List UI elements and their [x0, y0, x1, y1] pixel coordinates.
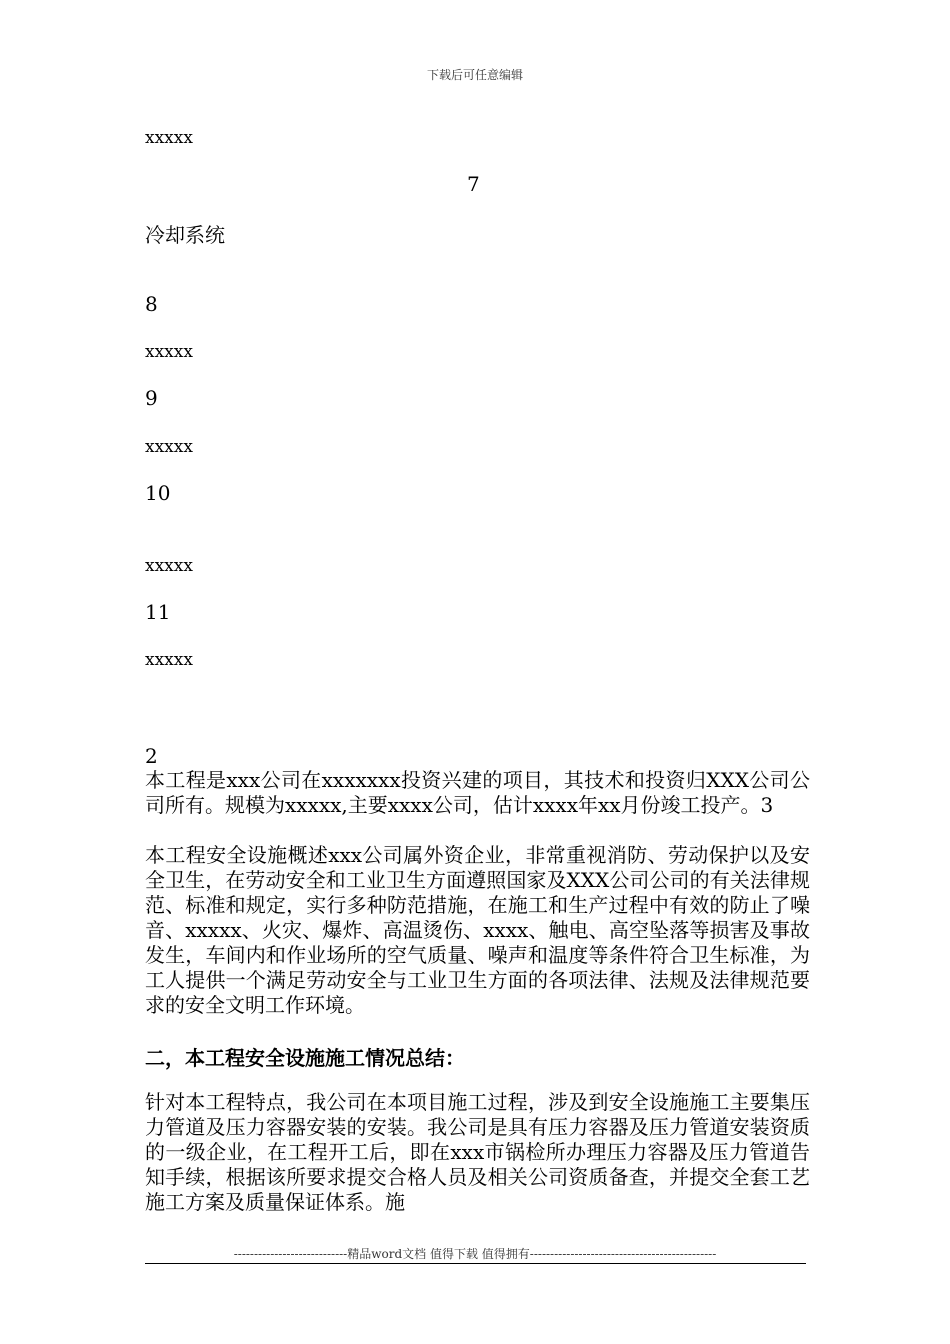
project-overview-paragraph: 本工程是xxx公司在xxxxxxx投资兴建的项目，其技术和投资归XXX公司公司所有。规模为xxxxx,主要xxxx公司，估计xxxx年xx月份竣工投产。3	[145, 768, 810, 817]
table-cell-text: xxxxx	[145, 128, 193, 148]
table-cell-text: xxxxx	[145, 342, 193, 362]
page-footer: ----------------------------精品word文档 值得下载 值得拥有----------------------------------------------	[233, 1247, 717, 1261]
table-row-number: 10	[145, 481, 171, 505]
table-cell-text: xxxxx	[145, 650, 193, 670]
page-header: 下载后可任意编辑	[426, 68, 523, 82]
section-number: 2	[145, 744, 158, 768]
table-cell-text: xxxxx	[145, 437, 193, 457]
table-row-number: 8	[145, 292, 158, 316]
safety-overview-paragraph: 本工程安全设施概述xxx公司属外资企业，非常重视消防、劳动保护以及安全卫生，在劳动安全和工业卫生方面遵照国家及XXX公司公司的有关法律规范、标准和规定，实行多种防范措施，在施工和生产过程中有效的防止了噪音、xxxxx、火灾、爆炸、高温烫伤、xxxx、触电、高空坠落等损害及事故发生，车间内和作业场所的空气质量、噪声和温度等条件符合卫生标准，为工人提供一个满足劳动安全与工业卫生方面的各项法律、法规及法律规范要求的安全文明工作环境。	[145, 843, 810, 1017]
table-cell-text: xxxxx	[145, 556, 193, 576]
table-cell-text: 冷却系统	[145, 223, 225, 247]
footer-divider	[145, 1263, 806, 1264]
table-row-number: 7	[467, 172, 480, 196]
table-row-number: 9	[145, 386, 158, 410]
construction-summary-paragraph: 针对本工程特点，我公司在本项目施工过程，涉及到安全设施施工主要集压力管道及压力容器安装的安装。我公司是具有压力容器及压力管道安装资质的一级企业，在工程开工后，即在xxx市锅检所办理压力容器及压力管道告知手续，根据该所要求提交合格人员及相关公司资质备查，并提交全套工艺施工方案及质量保证体系。施	[145, 1090, 810, 1214]
table-row-number: 11	[145, 600, 171, 624]
section-heading: 二，本工程安全设施施工情况总结：	[145, 1046, 465, 1070]
